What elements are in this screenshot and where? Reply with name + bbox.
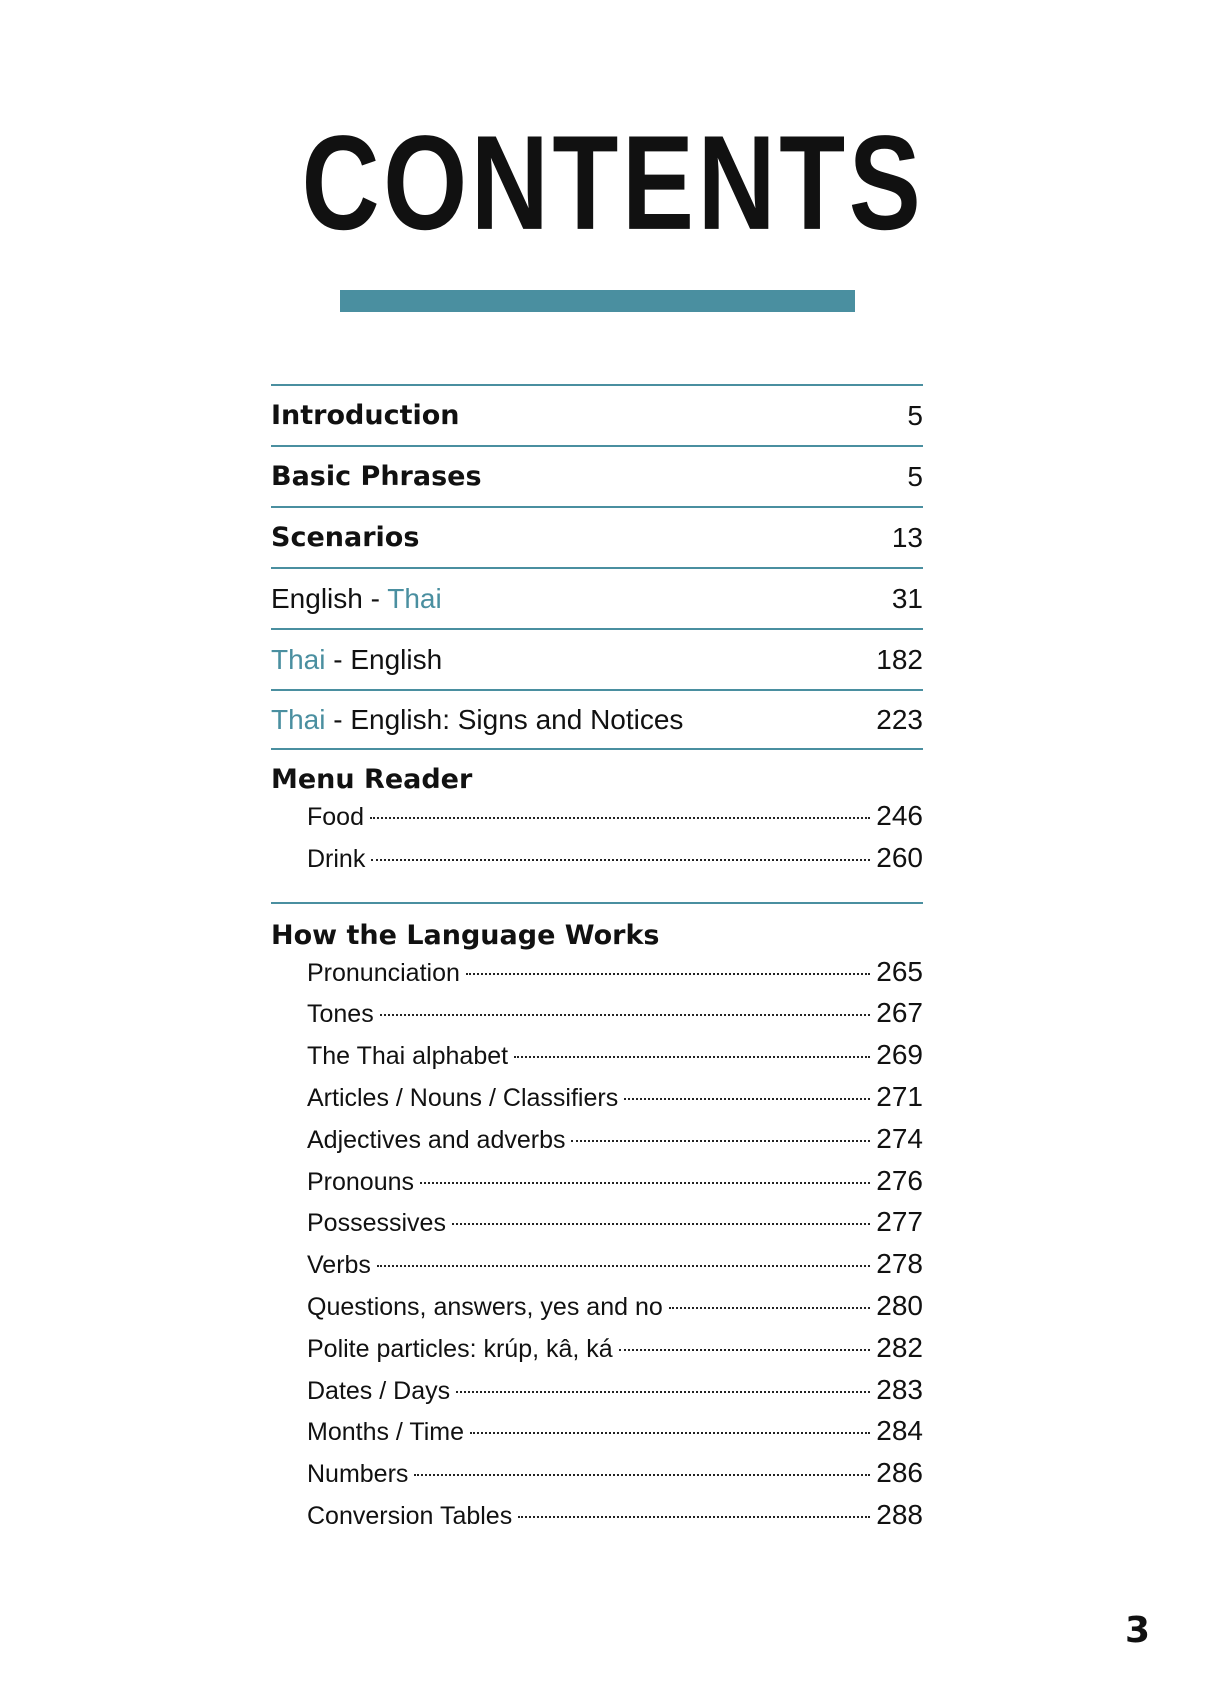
toc-subentry[interactable] [271, 1039, 923, 1081]
toc-entry-label: Basic Phrases [271, 461, 482, 492]
dot-leader [370, 817, 870, 819]
toc-subentry-page: 284 [876, 1415, 923, 1447]
page-number: 3 [1124, 1610, 1150, 1651]
toc-subentry-label: Questions, answers, yes and no [307, 1292, 663, 1321]
dot-leader [624, 1098, 870, 1100]
language-works-section [271, 902, 923, 1541]
toc-subentry-label: Verbs [307, 1251, 371, 1280]
toc-entry-label [271, 583, 442, 615]
title-underline-bar [340, 290, 855, 312]
toc-subentry[interactable] [271, 1457, 923, 1499]
label-thai: Thai [271, 643, 326, 675]
dot-leader [669, 1307, 871, 1309]
toc-subentry-label: Tones [307, 1000, 374, 1029]
toc-subentry-label: Drink [307, 844, 366, 873]
label-english: English: Signs and Notices [350, 703, 684, 735]
dot-leader [420, 1182, 870, 1184]
label-separator: - [362, 582, 388, 614]
toc-subentry-page: 276 [876, 1164, 923, 1196]
toc-entry-thai-english[interactable] [271, 628, 923, 689]
toc-subentry-label: Conversion Tables [307, 1501, 513, 1530]
page-title [0, 108, 1226, 258]
toc-entry-introduction[interactable] [271, 384, 923, 445]
toc-subentry[interactable] [271, 997, 923, 1039]
dot-leader [470, 1432, 870, 1434]
toc-subentry-label: Dates / Days [307, 1376, 451, 1405]
toc-subentry-page: 260 [876, 841, 923, 873]
dot-leader [514, 1056, 870, 1058]
toc-entry-scenarios[interactable] [271, 506, 923, 567]
label-separator: - [325, 703, 351, 735]
toc-entry-label: Introduction [271, 400, 460, 431]
toc-subentry[interactable] [271, 1123, 923, 1165]
dot-leader [452, 1223, 870, 1225]
toc-entry-signs-notices[interactable] [271, 689, 923, 750]
toc-subentry-label: Pronouns [307, 1167, 415, 1196]
toc-subentry-label: Polite particles: krúp, kâ, ká [307, 1334, 613, 1363]
toc-subentry[interactable] [271, 1374, 923, 1416]
toc-subentry[interactable] [271, 1290, 923, 1332]
toc-subentry-label: Articles / Nouns / Classifiers [307, 1083, 619, 1112]
toc-subentry-page: 267 [876, 997, 923, 1029]
section-heading[interactable]: How the Language Works [271, 919, 660, 951]
toc-entry-basic-phrases[interactable] [271, 445, 923, 506]
toc-subentry-page: 286 [876, 1457, 923, 1489]
toc-entry-page: 223 [876, 703, 923, 735]
dot-leader [380, 1014, 871, 1016]
dot-leader [377, 1265, 870, 1267]
dot-leader [518, 1516, 870, 1518]
dot-leader [466, 973, 870, 975]
toc-subentry-label: Pronunciation [307, 958, 460, 987]
label-english: English [350, 643, 443, 675]
dot-leader [456, 1391, 870, 1393]
language-works-list [271, 956, 923, 1541]
toc-subentry-page: 265 [876, 955, 923, 987]
toc-subentry-label: Numbers [307, 1460, 409, 1489]
label-thai: Thai [271, 703, 326, 735]
label-separator: - [325, 643, 351, 675]
toc-subentry-page: 280 [876, 1289, 923, 1321]
toc-subentry[interactable] [271, 1248, 923, 1290]
toc-subentry-label: The Thai alphabet [307, 1042, 509, 1071]
toc-subentry[interactable] [271, 800, 923, 842]
toc-subentry[interactable] [271, 842, 923, 884]
toc-subentry-page: 271 [876, 1080, 923, 1112]
toc-subentry-page: 288 [876, 1498, 923, 1530]
toc-subentry-page: 246 [876, 800, 923, 831]
toc-subentry-label: Possessives [307, 1209, 446, 1238]
toc-subentry-page: 283 [876, 1373, 923, 1405]
toc-subentry-page: 282 [876, 1331, 923, 1363]
toc-entry-page: 13 [891, 521, 923, 553]
menu-reader-section [271, 750, 923, 884]
toc-entry-page: 31 [891, 582, 923, 614]
label-thai: Thai [387, 582, 442, 614]
toc-subentry-page: 277 [876, 1206, 923, 1238]
toc-entry-label [271, 704, 683, 736]
dot-leader [619, 1349, 871, 1351]
toc-subentry-label: Months / Time [307, 1418, 464, 1447]
table-of-contents [271, 384, 923, 1541]
toc-subentry-label: Food [307, 803, 364, 831]
toc-entry-label: Scenarios [271, 522, 420, 553]
label-english: English [271, 582, 363, 614]
toc-subentry[interactable] [271, 1499, 923, 1541]
toc-entry-page: 5 [907, 399, 923, 431]
toc-subentry[interactable] [271, 1415, 923, 1457]
toc-subentry[interactable] [271, 1332, 923, 1374]
toc-subentry-page: 269 [876, 1039, 923, 1071]
toc-entry-page: 182 [876, 643, 923, 675]
toc-entry-label [271, 644, 442, 676]
section-heading[interactable]: Menu Reader [271, 764, 473, 795]
page-title-text: CONTENTS [301, 107, 925, 259]
toc-subentry[interactable] [271, 1081, 923, 1123]
toc-subentry-page: 274 [876, 1122, 923, 1154]
toc-subentry[interactable] [271, 1165, 923, 1207]
toc-subentry-label: Adjectives and adverbs [307, 1125, 566, 1154]
dot-leader [371, 859, 870, 861]
toc-subentry[interactable] [271, 1206, 923, 1248]
dot-leader [571, 1140, 870, 1142]
toc-subentry[interactable] [271, 956, 923, 998]
toc-subentry-page: 278 [876, 1248, 923, 1280]
toc-entry-page: 5 [907, 460, 923, 492]
dot-leader [414, 1474, 870, 1476]
toc-entry-english-thai[interactable] [271, 567, 923, 628]
